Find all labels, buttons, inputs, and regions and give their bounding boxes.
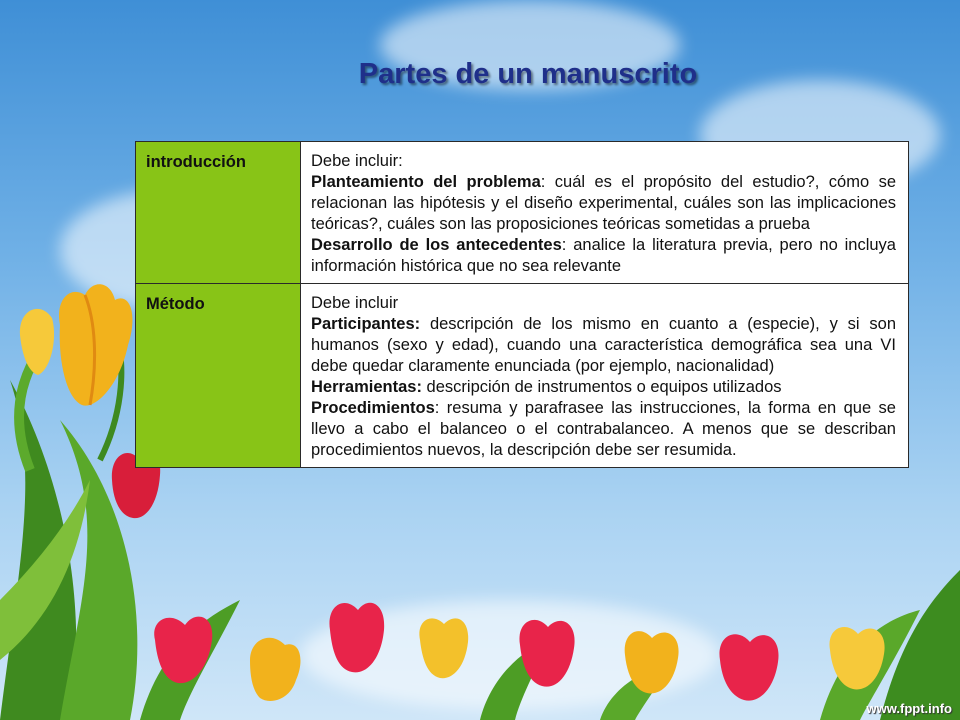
row-label: Método [136,284,301,468]
slide-title: Partes de un manuscrito [358,58,698,90]
list-item: Desarrollo de los antecedentes: analice la literatura previa, pero no incluya información histórica que no sea relevante [311,236,896,275]
list-item: Procedimientos: resuma y parafrasee las instrucciones, la forma en que se llevo a cabo el balanceo o el contrabalanceo. A menos que se describan procedimientos nuevos, la descripción debe ser resumida. [311,399,896,459]
list-item: Debe incluir [311,294,399,312]
list-item: Debe incluir: [311,152,403,170]
row-label: introducción [136,142,301,284]
table-row [136,142,909,284]
list-item: Planteamiento del problema: cuál es el propósito del estudio?, cómo se relacionan las hipótesis y el diseño experimental, cuáles son las implicaciones teóricas?, cuáles son las proposiciones teóricas sometidas a prueba [311,173,896,233]
row-body [301,284,909,468]
content-table [135,141,909,468]
table-row [136,284,909,468]
row-body [301,142,909,284]
list-item: Participantes: descripción de los mismo en cuanto a (especie), y si son humanos (sexo y edad), cuando una característica demográfica sea una VI debe quedar claramente enunciada (por ejemplo, nacionalidad) [311,315,896,375]
list-item: Herramientas: descripción de instrumentos o equipos utilizados [311,378,782,396]
brand-watermark: www.fppt.info [866,701,952,716]
